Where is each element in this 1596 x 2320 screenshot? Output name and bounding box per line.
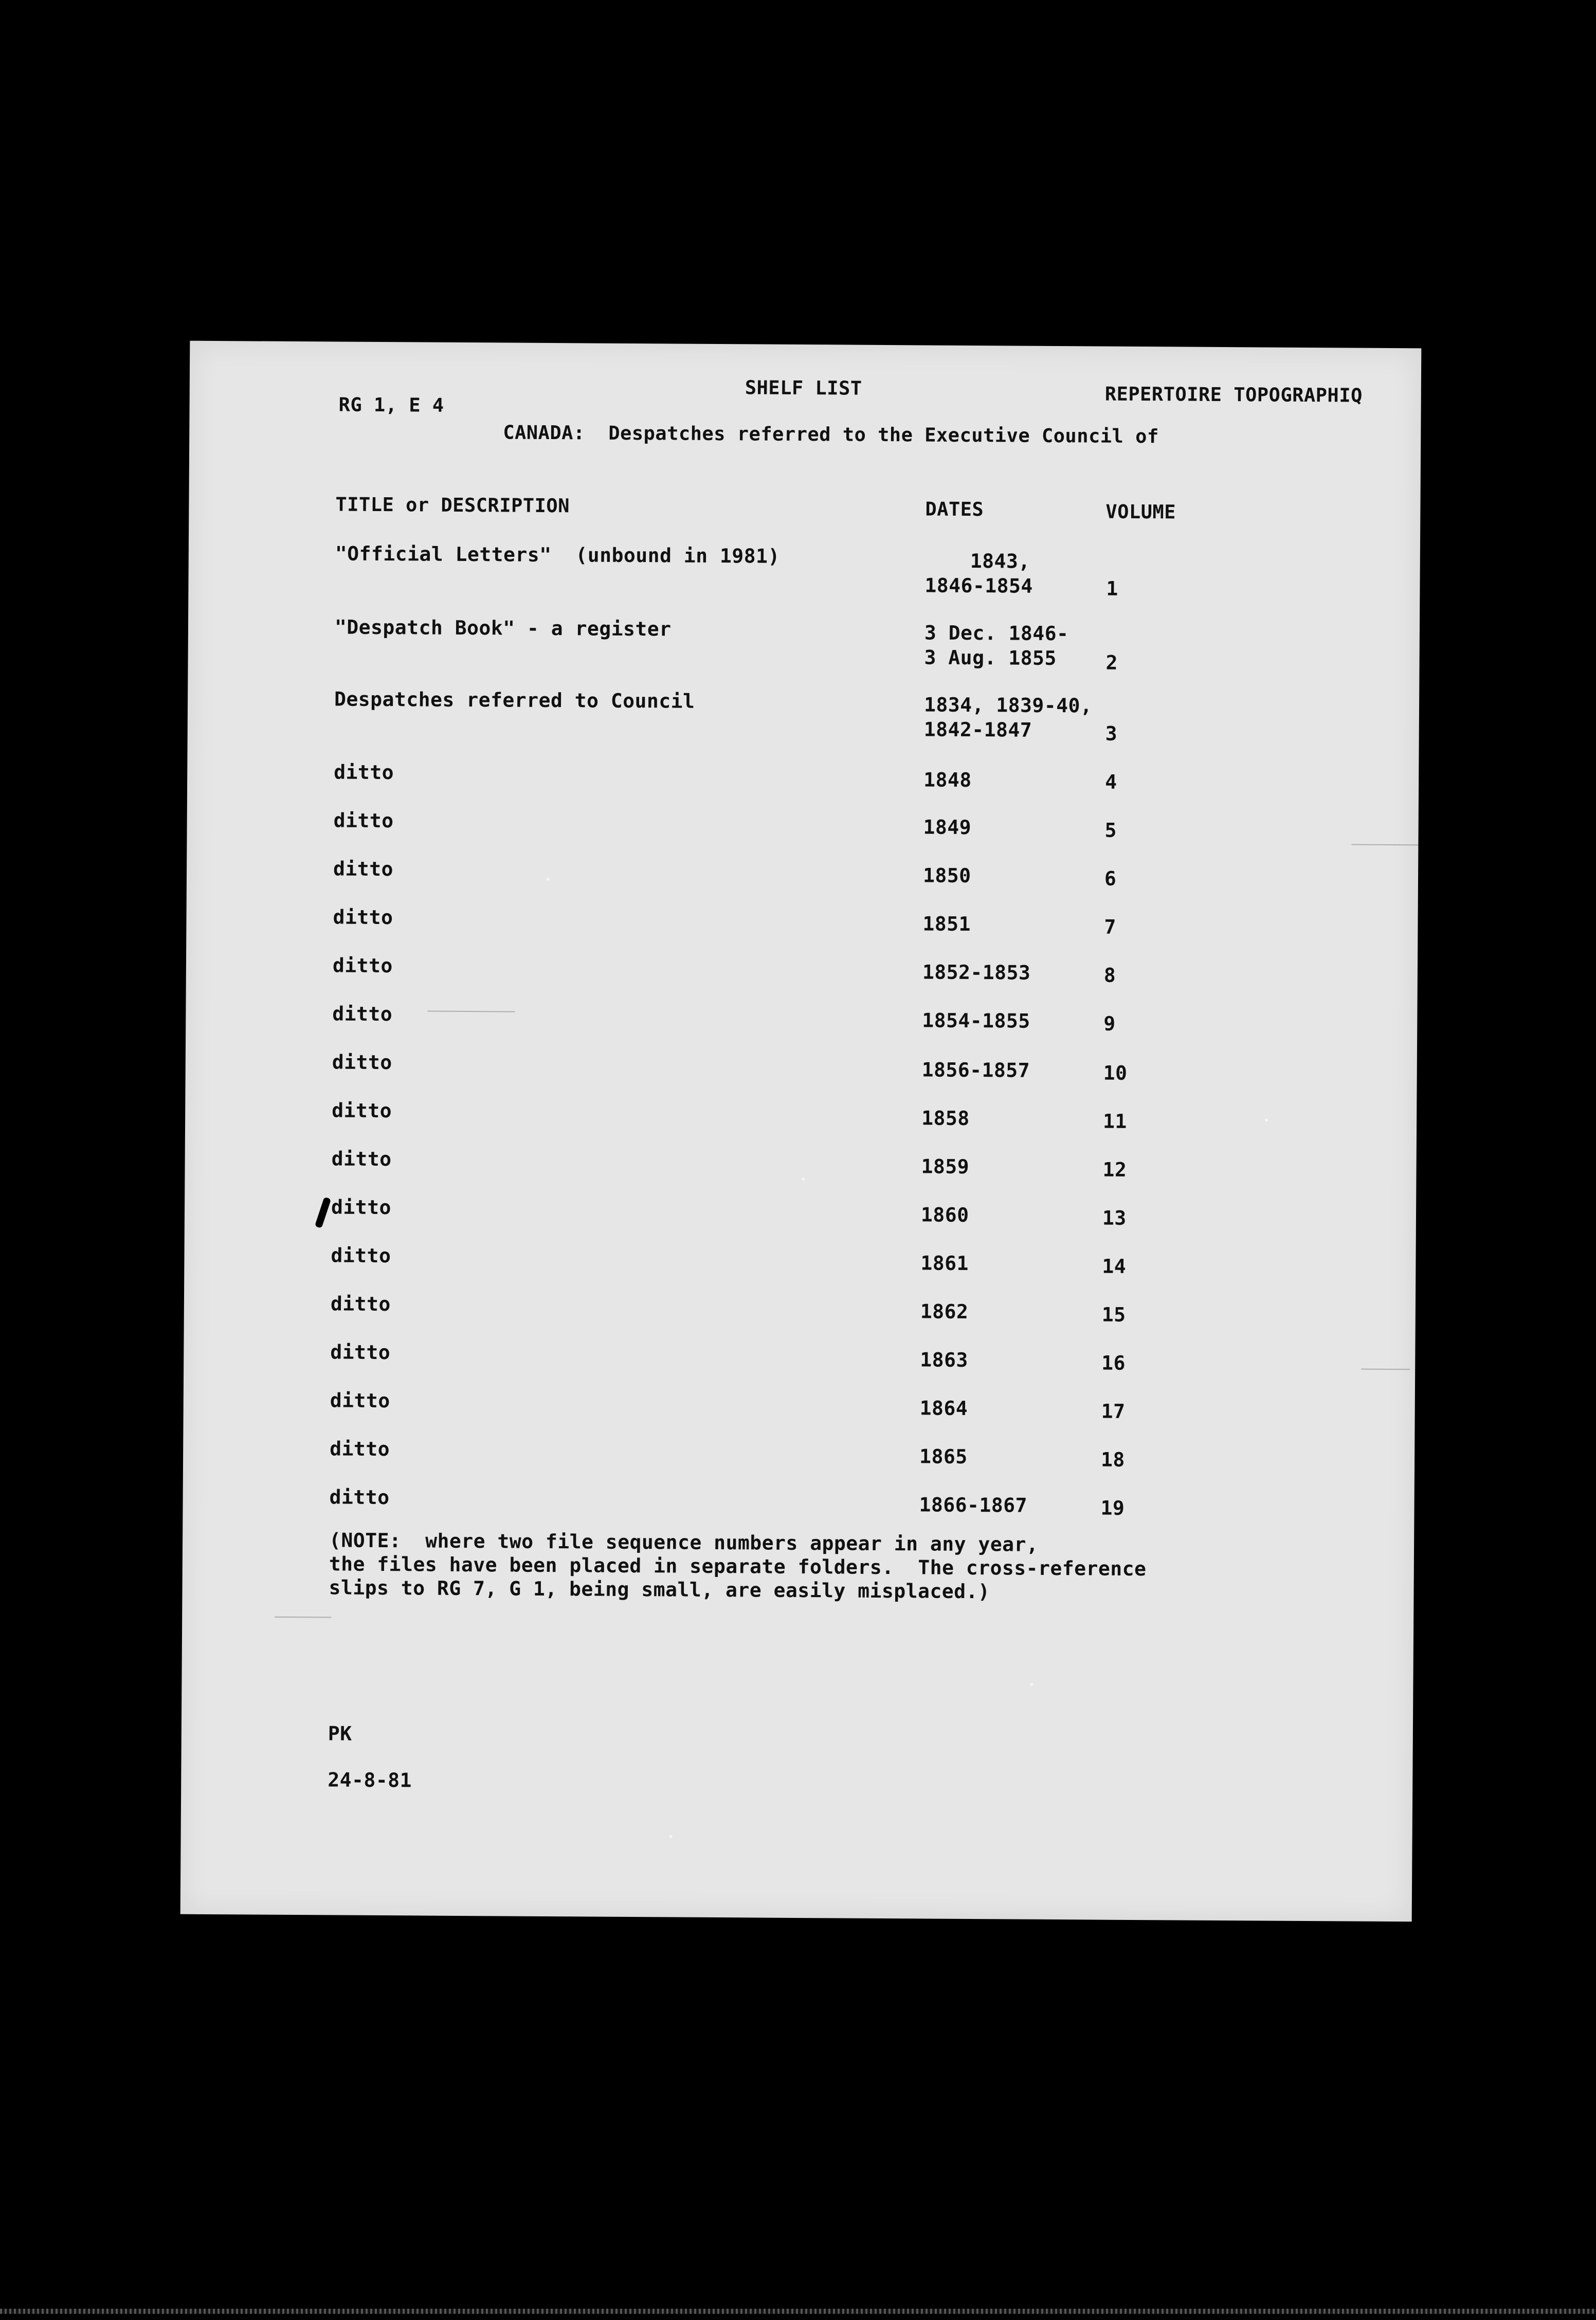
row-dates: 1850 (922, 864, 971, 887)
row-volume: 10 (1103, 1061, 1128, 1084)
row-dates: 1864 (919, 1397, 968, 1420)
row-volume: 2 (1105, 651, 1118, 674)
dust-speck (802, 1177, 805, 1181)
row-volume: 8 (1103, 964, 1116, 987)
row-title: "Official Letters" (unbound in 1981) (335, 542, 780, 568)
row-title: ditto (332, 1050, 392, 1074)
row-title: "Despatch Book" - a register (334, 615, 672, 641)
row-volume: 3 (1105, 722, 1118, 745)
row-volume: 7 (1104, 915, 1116, 938)
row-dates: 1860 (920, 1203, 969, 1227)
note-line: slips to RG 7, G 1, being small, are easily misplaced.) (329, 1576, 990, 1603)
row-title: ditto (331, 1147, 392, 1171)
row-title: ditto (333, 857, 394, 881)
row-volume: 15 (1101, 1303, 1126, 1326)
row-title: ditto (330, 1340, 391, 1364)
row-volume: 16 (1101, 1351, 1126, 1374)
note-line: (NOTE: where two file sequence numbers appear in any year, (329, 1529, 1039, 1556)
row-volume: 11 (1102, 1110, 1128, 1133)
row-dates: 1865 (919, 1445, 968, 1468)
row-title: ditto (330, 1292, 391, 1316)
column-header-dates: DATES (925, 498, 984, 521)
row-volume: 4 (1105, 770, 1117, 793)
row-dates: 1854-1855 (922, 1009, 1030, 1032)
row-volume: 18 (1100, 1448, 1126, 1471)
row-volume: 9 (1103, 1012, 1116, 1035)
ink-blot (315, 1197, 331, 1228)
row-title: ditto (331, 1195, 392, 1219)
row-title: ditto (332, 1099, 392, 1122)
row-dates: 1863 (920, 1348, 968, 1371)
scan-scratch (1351, 844, 1418, 846)
row-dates: 1858 (921, 1107, 970, 1130)
row-volume: 13 (1102, 1206, 1127, 1229)
record-group-ref: RG 1, E 4 (338, 393, 444, 416)
scan-scratch (1361, 1369, 1410, 1370)
row-title: ditto (333, 905, 393, 929)
dust-speck (1265, 1119, 1268, 1122)
dust-speck (669, 1835, 673, 1838)
row-title: ditto (329, 1485, 390, 1509)
row-title: ditto (332, 1002, 393, 1026)
row-dates: 1851 (922, 912, 971, 936)
row-dates-line1: 3 Dec. 1846- (924, 621, 1069, 645)
list-type-heading: SHELF LIST (745, 376, 862, 400)
row-title: ditto (332, 954, 393, 977)
row-title: ditto (330, 1389, 390, 1412)
row-volume: 6 (1104, 867, 1117, 890)
note-line: the files have been placed in separate folders. The cross-reference (329, 1552, 1147, 1581)
row-title: ditto (331, 1244, 391, 1267)
row-dates: 1861 (920, 1252, 969, 1275)
dust-speck (547, 878, 550, 881)
repertoire-heading: REPERTOIRE TOPOGRAPHIQ (1104, 383, 1363, 407)
author-initials: PK (328, 1722, 352, 1745)
row-dates-line2: 1842-1847 (923, 718, 1032, 741)
column-header-title: TITLE or DESCRIPTION (335, 493, 570, 517)
row-volume: 14 (1102, 1255, 1127, 1278)
row-dates: 1852-1853 (922, 960, 1031, 984)
row-dates-line1: 1834, 1839-40, (923, 693, 1093, 717)
row-dates-line2: 3 Aug. 1855 (924, 646, 1057, 670)
row-dates: 1866-1867 (919, 1493, 1028, 1517)
row-volume: 5 (1104, 819, 1117, 842)
row-dates-line2: 1846-1854 (924, 574, 1033, 597)
row-dates: 1859 (921, 1155, 970, 1179)
document-subtitle: CANADA: Despatches referred to the Executive Council of (503, 421, 1159, 448)
column-header-volume: VOLUME (1105, 500, 1176, 523)
dust-speck (1030, 1683, 1033, 1686)
row-title: ditto (334, 760, 394, 784)
document-date: 24-8-81 (328, 1768, 412, 1792)
document-page (180, 341, 1422, 1922)
row-dates: 1849 (923, 815, 972, 839)
scan-scratch (427, 1011, 515, 1012)
row-title: Despatches referred to Council (334, 687, 695, 713)
scan-edge-strip (0, 2309, 1596, 2314)
row-dates-line1: 1843, (970, 549, 1030, 573)
row-volume: 12 (1102, 1158, 1127, 1181)
scan-scratch (275, 1617, 331, 1618)
row-title: ditto (330, 1437, 390, 1461)
row-dates: 1862 (920, 1300, 969, 1323)
row-volume: 19 (1100, 1496, 1125, 1519)
row-volume: 17 (1101, 1400, 1126, 1423)
row-dates: 1856-1857 (921, 1058, 1030, 1082)
row-dates: 1848 (923, 768, 972, 792)
row-title: ditto (333, 809, 394, 832)
row-volume: 1 (1106, 577, 1118, 600)
